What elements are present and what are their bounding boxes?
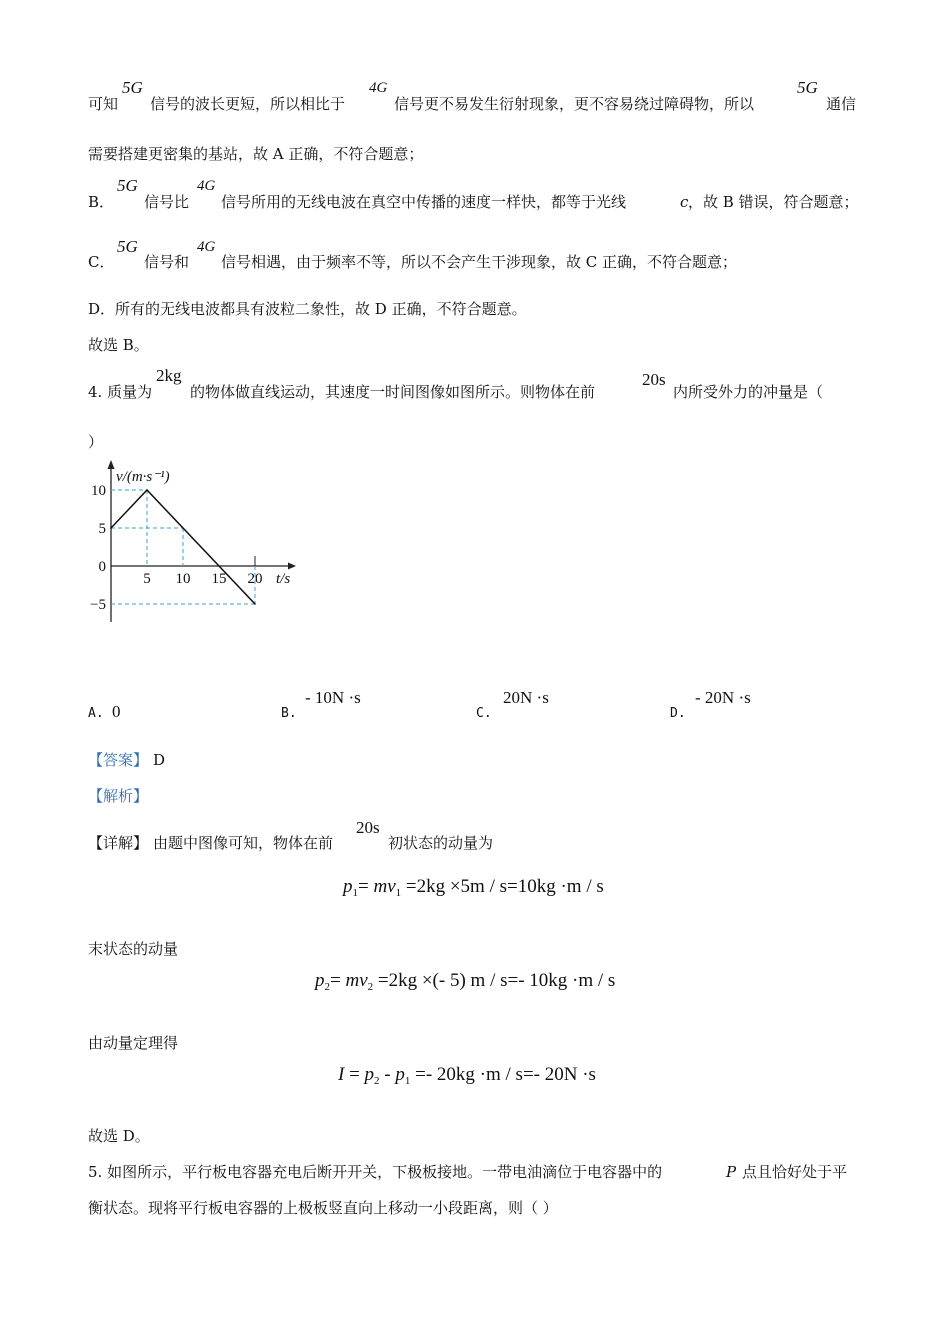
velocity-time-chart <box>80 455 310 635</box>
para1-line2: 需要搭建更密集的基站，故 A 正确，不符合题意； <box>88 145 424 163</box>
x-tick-label: 20 <box>247 571 263 587</box>
option-d-line: D．所有的无线电波都具有波粒二象性，故 D 正确，不符合题意。 <box>88 300 527 318</box>
text: ） <box>88 433 104 451</box>
text: 通信 <box>826 95 857 113</box>
math-5g: 5G <box>117 176 138 195</box>
math-5g: 5G <box>797 78 818 97</box>
expression: =2kg ×5m / s=10kg ·m / s <box>401 876 604 897</box>
series-point <box>254 603 256 605</box>
var-mv: mv <box>373 876 396 897</box>
math-5g: 5G <box>122 78 143 97</box>
detail-tag: 【详解】 <box>88 834 149 852</box>
answer-q4: 故选 D。 <box>88 1127 150 1145</box>
theorem-label: 由动量定理得 <box>88 1034 179 1052</box>
text: 由题中图像可知，物体在前 <box>153 834 334 852</box>
text: 初状态的动量为 <box>388 834 494 852</box>
series-point <box>146 489 148 491</box>
subscript: 1 <box>395 887 402 899</box>
answer-q3: 故选 B。 <box>88 336 149 354</box>
end-state-label: 末状态的动量 <box>88 940 179 958</box>
text: 信号比 <box>144 193 190 211</box>
x-axis-label: t/s <box>276 571 291 587</box>
math-20s: 20s <box>642 370 666 389</box>
formula-impulse <box>338 1064 596 1087</box>
y-axis-label: v/(m·s⁻¹) <box>116 469 170 485</box>
equals: = <box>358 876 374 897</box>
var-p: p <box>364 1064 375 1085</box>
text: 信号相遇，由于频率不等，所以不会产生干涉现象，故 C 正确，不符合题意； <box>221 253 738 271</box>
answer-tag: 【答案】 <box>88 751 149 769</box>
minus: - <box>379 1064 396 1085</box>
analysis-tag: 【解析】 <box>88 787 149 805</box>
x-tick-label: 15 <box>211 571 227 587</box>
y-tick-label: 0 <box>98 559 106 575</box>
text: 4. 质量为 <box>88 383 153 401</box>
x-tick-label: 10 <box>175 571 191 587</box>
choice-b-value: - 10N ·s <box>305 688 361 707</box>
text: 信号和 <box>144 253 190 271</box>
var-p: p <box>395 1064 405 1085</box>
answer-value: D <box>153 751 166 769</box>
formula-final-momentum <box>315 970 615 993</box>
chart-layer <box>90 460 296 622</box>
choice-d-label: D. <box>670 706 686 721</box>
var-p: p <box>343 876 353 897</box>
question-5-line2: 衡状态。现将平行板电容器的上极板竖直向上移动一小段距离，则（ ） <box>88 1199 558 1217</box>
math-20s: 20s <box>356 818 380 837</box>
expression: =2kg ×(- 5) m / s=- 10kg ·m / s <box>373 970 616 991</box>
series-point <box>110 527 112 529</box>
var-i: I <box>338 1064 345 1085</box>
label: C． <box>88 253 115 271</box>
math-4g: 4G <box>197 178 216 194</box>
text: 可知 <box>88 95 119 113</box>
subscript: 2 <box>374 1075 380 1087</box>
var-c: c <box>680 193 689 211</box>
text: 信号所用的无线电波在真空中传播的速度一样快，都等于光线 <box>221 193 627 211</box>
y-axis-arrow <box>108 460 115 469</box>
text: 信号更不易发生衍射现象，更不容易绕过障碍物，所以 <box>394 95 755 113</box>
y-tick-label: 10 <box>91 483 106 499</box>
y-tick-label: 5 <box>98 521 106 537</box>
y-tick-label: −5 <box>90 597 106 613</box>
choice-c-label: C. <box>476 706 492 721</box>
choice-a-label: A. <box>88 706 104 721</box>
subscript: 1 <box>352 887 358 899</box>
text: 5. 如图所示，平行板电容器充电后断开开关，下极板接地。一带电油滴位于电容器中的 <box>88 1163 663 1181</box>
var-p: P <box>726 1163 737 1181</box>
expression: =- 20kg ·m / s=- 20N ·s <box>410 1064 596 1085</box>
math-4g: 4G <box>369 80 388 96</box>
subscript: 1 <box>404 1075 411 1087</box>
text: 信号的波长更短，所以相比于 <box>150 95 346 113</box>
text: 的物体做直线运动，其速度一时间图像如图所示。则物体在前 <box>190 383 596 401</box>
choice-d-value: - 20N ·s <box>695 688 751 707</box>
var-mv: mv <box>345 970 368 991</box>
equals: = <box>330 970 346 991</box>
math-5g: 5G <box>117 237 138 256</box>
var-p: p <box>315 970 325 991</box>
math-4g: 4G <box>197 239 216 255</box>
text: 点且恰好处于平 <box>742 1163 848 1181</box>
text: ，故 B 错误，符合题意； <box>688 193 859 211</box>
formula-initial-momentum <box>343 876 604 899</box>
x-axis-arrow <box>288 563 296 570</box>
subscript: 2 <box>367 981 374 993</box>
x-tick-label: 5 <box>143 571 151 587</box>
math-2kg: 2kg <box>156 366 182 385</box>
equals: = <box>344 1064 365 1085</box>
choice-a-value: 0 <box>112 702 121 721</box>
label: B． <box>88 193 115 211</box>
text: 内所受外力的冲量是（ <box>673 383 824 401</box>
choice-c-value: 20N ·s <box>503 688 549 707</box>
choice-b-label: B. <box>281 706 297 721</box>
subscript: 2 <box>324 981 330 993</box>
